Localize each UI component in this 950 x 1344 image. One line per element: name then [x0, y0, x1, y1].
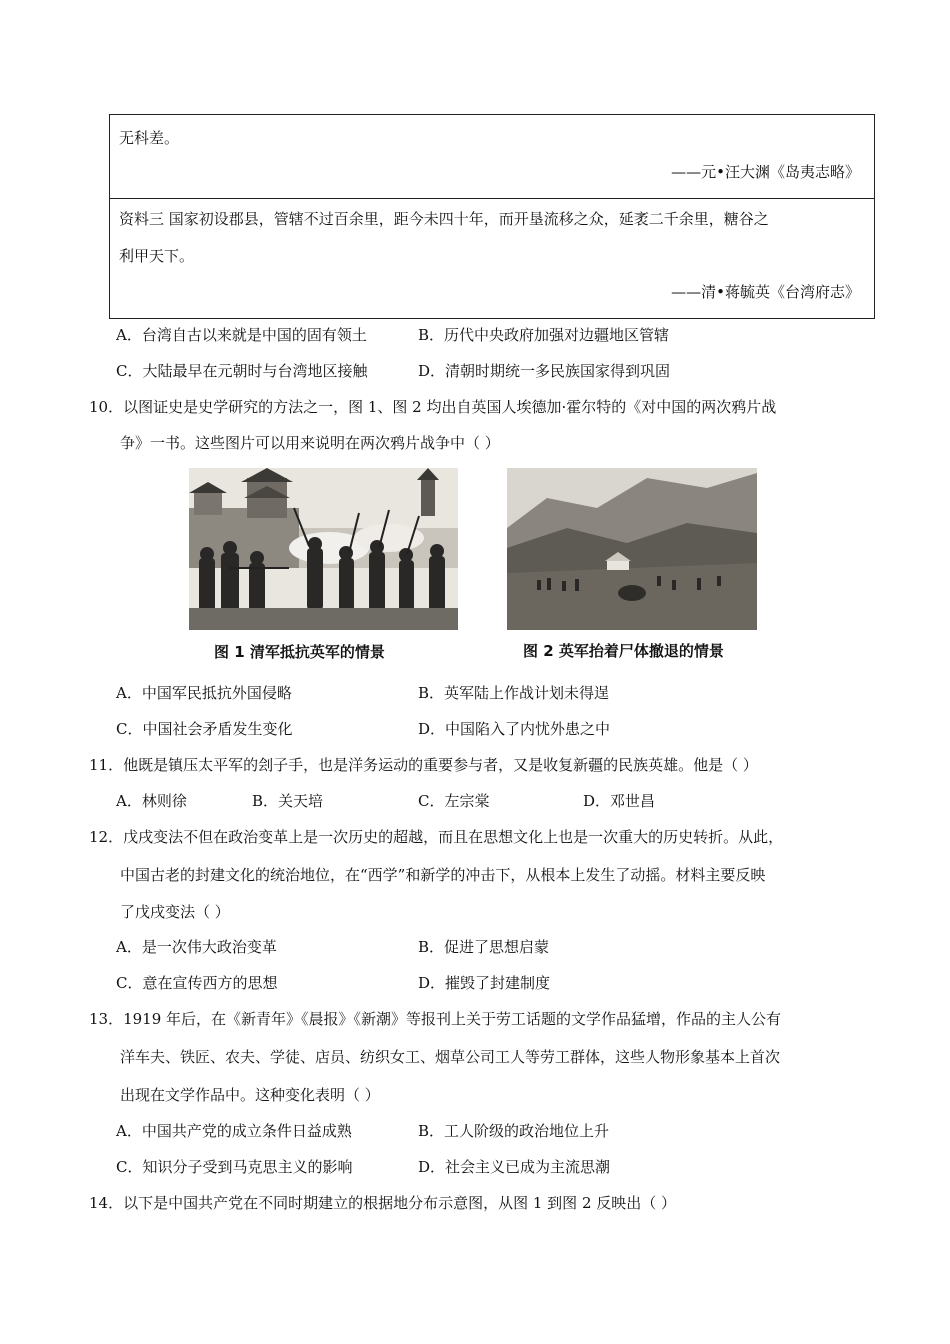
material-box-top [109, 114, 875, 199]
q12-stem-line2: 中国古老的封建文化的统治地位，在“西学”和新学的冲击下，从根本上发生了动摇。材料主要反映 [120, 866, 766, 884]
material-text: 无科差。 [119, 129, 180, 147]
q9-option-d: D．清朝时期统一多民族国家得到巩固 [418, 362, 671, 380]
figure-1-qing-army-battle [189, 468, 458, 630]
q10-option-b: B．英军陆上作战计划未得逞 [418, 684, 610, 702]
q13-stem-line1: 13．1919 年后，在《新青年》《晨报》《新潮》等报刊上关于劳工话题的文学作品猛增，作品的主人公有 [89, 1010, 782, 1028]
q13-option-d: D．社会主义已成为主流思潮 [418, 1158, 611, 1176]
q14-stem: 14．以下是中国共产党在不同时期建立的根据地分布示意图，从图 1 到图 2 反映出（ ） [89, 1194, 677, 1212]
q11-stem: 11．他既是镇压太平军的刽子手，也是洋务运动的重要参与者，又是收复新疆的民族英雄。他是（ ） [89, 756, 758, 774]
figure-2-caption: 图 2 英军抬着尸体撤退的情景 [523, 642, 724, 660]
q13-option-b: B．工人阶级的政治地位上升 [418, 1122, 610, 1140]
q9-option-c: C．大陆最早在元朝时与台湾地区接触 [116, 362, 368, 380]
q10-stem-line2: 争》一书。这些图片可以用来说明在两次鸦片战争中（ ） [120, 434, 500, 452]
material-three-source: ——清•蒋毓英《台湾府志》 [671, 283, 860, 301]
figure-2-british-retreat [507, 468, 757, 630]
q11-option-b: B．关天培 [252, 792, 324, 810]
q12-stem-line3: 了戊戌变法（ ） [120, 903, 230, 921]
q11-option-d: D．邓世昌 [583, 792, 656, 810]
q12-option-a: A．是一次伟大政治变革 [116, 938, 277, 956]
q9-option-b: B．历代中央政府加强对边疆地区管辖 [418, 326, 670, 344]
material-box-three [109, 197, 875, 319]
q10-option-d: D．中国陷入了内忧外患之中 [418, 720, 611, 738]
material-three-line2: 利甲天下。 [119, 247, 195, 265]
q12-option-b: B．促进了思想启蒙 [418, 938, 550, 956]
q10-option-a: A．中国军民抵抗外国侵略 [116, 684, 292, 702]
q12-option-d: D．摧毁了封建制度 [418, 974, 551, 992]
battle-illustration [189, 468, 458, 630]
material-source: ——元•汪大渊《岛夷志略》 [671, 163, 860, 181]
figure-1-caption: 图 1 清军抵抗英军的情景 [214, 643, 385, 661]
q10-stem-line1: 10．以图证史是史学研究的方法之一，图 1、图 2 均出自英国人埃德加·霍尔特的《对中国的两次鸦片战 [89, 398, 777, 416]
q11-option-a: A．林则徐 [116, 792, 187, 810]
retreat-illustration [507, 468, 757, 630]
q13-stem-line2: 洋车夫、铁匠、农夫、学徒、店员、纺织女工、烟草公司工人等劳工群体，这些人物形象基本上首次 [120, 1048, 781, 1066]
q10-option-c: C．中国社会矛盾发生变化 [116, 720, 293, 738]
q13-option-a: A．中国共产党的成立条件日益成熟 [116, 1122, 352, 1140]
q11-option-c: C．左宗棠 [418, 792, 490, 810]
q13-option-c: C．知识分子受到马克思主义的影响 [116, 1158, 353, 1176]
material-three-line1: 资料三 国家初设郡县，管辖不过百余里，距今未四十年，而开垦流移之众，延袤二千余里，糖谷之 [119, 210, 769, 228]
q13-stem-line3: 出现在文学作品中。这种变化表明（ ） [120, 1086, 380, 1104]
q12-stem-line1: 12．戊戌变法不但在政治变革上是一次历史的超越，而且在思想文化上也是一次重大的历史转折。从此， [89, 828, 784, 846]
q12-option-c: C．意在宣传西方的思想 [116, 974, 278, 992]
q9-option-a: A．台湾自古以来就是中国的固有领土 [116, 326, 367, 344]
